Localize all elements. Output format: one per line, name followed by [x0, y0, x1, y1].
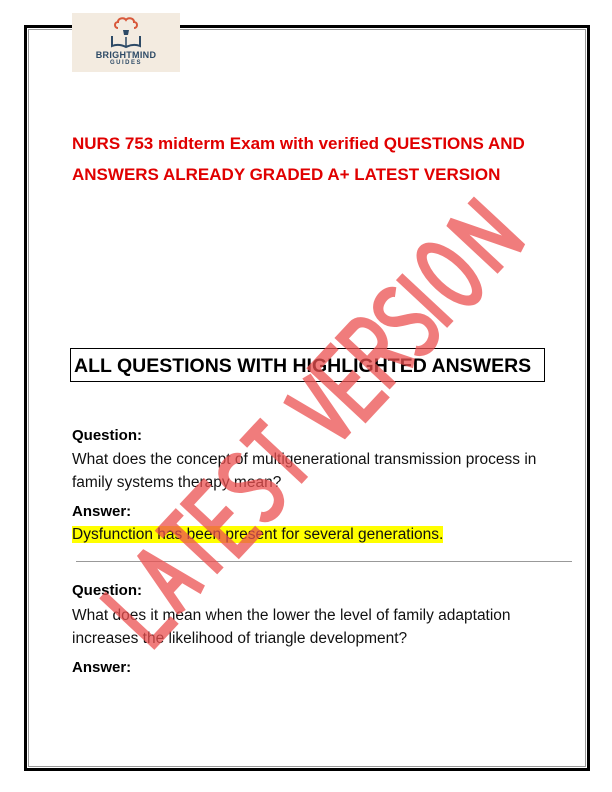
document-title: NURS 753 midterm Exam with verified QUESTIONS AND ANSWERS ALREADY GRADED A+ LATEST VERSION	[72, 134, 525, 184]
divider	[76, 561, 572, 562]
logo-text: BRIGHTMIND	[95, 50, 157, 60]
brightmind-logo	[72, 13, 180, 72]
answer-label: Answer:	[72, 659, 132, 676]
answer-label: Answer:	[72, 503, 132, 520]
answer-text	[72, 523, 552, 546]
section-banner: ALL QUESTIONS WITH HIGHLIGHTED ANSWERS	[70, 348, 545, 382]
question-label: Question:	[72, 427, 142, 444]
highlighted-answer: Dysfunction has been present for several generations.	[72, 526, 444, 543]
logo-subtext: GUIDES	[109, 60, 142, 66]
question-text: What does the concept of multigenerational transmission process in family systems therapy mean?	[72, 451, 537, 491]
brain-book-icon	[106, 16, 146, 50]
question-text: What does it mean when the lower the level of family adaptation increases the likelihood of triangle development?	[72, 607, 511, 647]
question-label: Question:	[72, 582, 142, 599]
